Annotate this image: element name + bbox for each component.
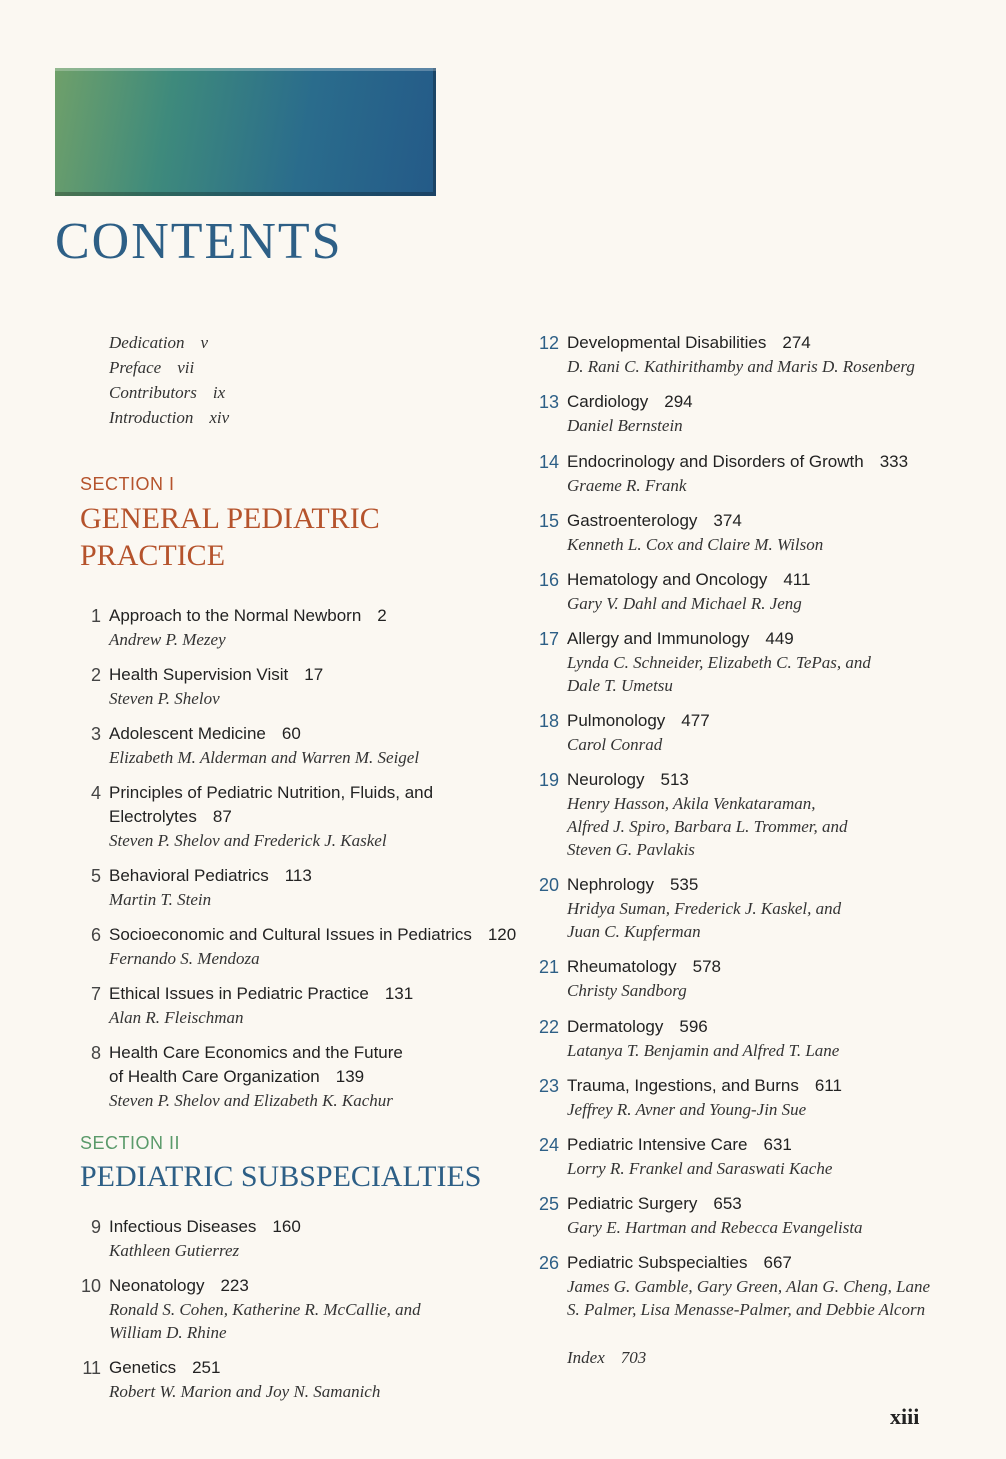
chapter-entry[interactable]: 12 Developmental Disabilities 274 D. Rani C. Kathirithamby and Maris D. Rosenberg bbox=[538, 333, 915, 376]
page-folio: xiii bbox=[890, 1404, 920, 1429]
chapter-entry[interactable]: 3 Adolescent Medicine 60 Elizabeth M. Alderman and Warren M. Seigel bbox=[90, 724, 420, 767]
section-1-label: SECTION I bbox=[80, 474, 175, 494]
front-item-contributors[interactable]: Contributors ix bbox=[109, 383, 226, 402]
chapter-entry[interactable]: 21 Rheumatology 578 Christy Sandborg bbox=[538, 957, 721, 1000]
chapter-entry[interactable]: 1 Approach to the Normal Newborn 2 Andrew P. Mezey bbox=[90, 606, 387, 649]
chapter-entry[interactable]: 19 Neurology 513 Henry Hasson, Akila Venkataraman, Alfred J. Spiro, Barbara L. Trommer, and Steven G. Pavlakis bbox=[538, 770, 848, 859]
chapter-entry[interactable]: 22 Dermatology 596 Latanya T. Benjamin and Alfred T. Lane bbox=[538, 1017, 840, 1060]
front-matter-list bbox=[109, 330, 229, 430]
chapter-entry[interactable]: 8 Health Care Economics and the Future of Health Care Organization 139 Steven P. Shelov and Elizabeth K. Kachur bbox=[90, 1043, 403, 1110]
decorative-banner bbox=[55, 68, 436, 196]
chapter-entry[interactable]: 5 Behavioral Pediatrics 113 Martin T. Stein bbox=[90, 866, 312, 909]
chapter-entry[interactable]: 6 Socioeconomic and Cultural Issues in Pediatrics 120 Fernando S. Mendoza bbox=[90, 925, 517, 968]
chapter-entry[interactable]: 17 Allergy and Immunology 449 Lynda C. Schneider, Elizabeth C. TePas, and Dale T. Umetsu bbox=[538, 629, 871, 695]
chapter-entry[interactable]: 14 Endocrinology and Disorders of Growth 333 Graeme R. Frank bbox=[538, 452, 909, 495]
chapter-entry[interactable]: 15 Gastroenterology 374 Kenneth L. Cox and Claire M. Wilson bbox=[538, 511, 824, 554]
chapter-entry[interactable]: 26 Pediatric Subspecialties 667 James G. Gamble, Gary Green, Alan G. Cheng, Lane S. Palmer, Lisa Menasse-Palmer, and Debbie Alcorn bbox=[538, 1253, 931, 1319]
section-2-title: PEDIATRIC SUBSPECIALTIES bbox=[80, 1160, 482, 1193]
front-item-dedication[interactable]: Dedication v bbox=[109, 333, 209, 352]
section-1-title: GENERAL PEDIATRIC PRACTICE bbox=[80, 502, 380, 572]
chapter-entry[interactable]: 10 Neonatology 223 Ronald S. Cohen, Katherine R. McCallie, and William D. Rhine bbox=[80, 1276, 421, 1342]
chapter-entry[interactable]: 7 Ethical Issues in Pediatric Practice 131 Alan R. Fleischman bbox=[90, 984, 414, 1027]
front-item-preface[interactable]: Preface vii bbox=[109, 358, 195, 377]
page-title: CONTENTS bbox=[55, 213, 343, 270]
front-item-introduction[interactable]: Introduction xiv bbox=[109, 408, 230, 427]
chapter-entry[interactable]: 18 Pulmonology 477 Carol Conrad bbox=[538, 711, 710, 754]
section-2-label: SECTION II bbox=[80, 1133, 181, 1153]
chapter-entry[interactable]: 9 Infectious Diseases 160 Kathleen Gutierrez bbox=[90, 1217, 301, 1260]
chapter-entry[interactable]: 20 Nephrology 535 Hridya Suman, Frederick J. Kaskel, and Juan C. Kupferman bbox=[538, 875, 842, 941]
chapter-entry[interactable]: 11 Genetics 251 Robert W. Marion and Joy N. Samanich bbox=[82, 1358, 381, 1401]
chapter-entry[interactable]: 2 Health Supervision Visit 17 Steven P. Shelov bbox=[90, 665, 324, 708]
chapter-entry[interactable]: 23 Trauma, Ingestions, and Burns 611 Jeffrey R. Avner and Young-Jin Sue bbox=[538, 1076, 842, 1119]
chapter-entry[interactable]: 16 Hematology and Oncology 411 Gary V. Dahl and Michael R. Jeng bbox=[538, 570, 811, 613]
index-entry[interactable]: Index 703 bbox=[567, 1348, 647, 1367]
chapter-entry[interactable]: 25 Pediatric Surgery 653 Gary E. Hartman and Rebecca Evangelista bbox=[538, 1194, 863, 1237]
chapter-entry[interactable]: 13 Cardiology 294 Daniel Bernstein bbox=[538, 392, 693, 435]
chapter-entry[interactable]: 4 Principles of Pediatric Nutrition, Fluids, and Electrolytes 87 Steven P. Shelov and Frederick J. Kaskel bbox=[90, 783, 434, 850]
chapter-entry[interactable]: 24 Pediatric Intensive Care 631 Lorry R. Frankel and Saraswati Kache bbox=[538, 1135, 833, 1178]
